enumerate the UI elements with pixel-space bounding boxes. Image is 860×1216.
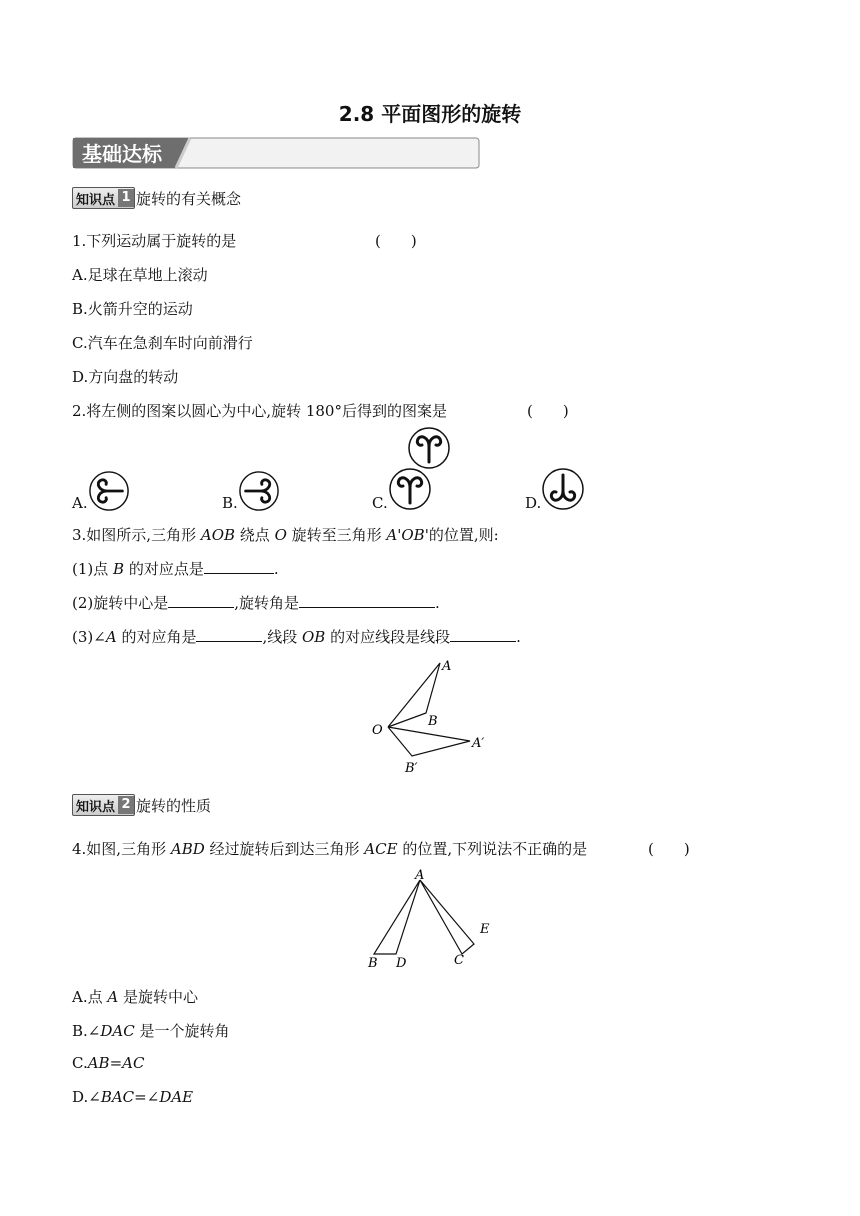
var: ABD [170, 840, 205, 858]
q1-stem: 1.下列运动属于旋转的是 [72, 232, 237, 250]
q1-answer-paren: ( ) [375, 232, 417, 250]
kp-tag-label: 知识点 [76, 192, 116, 208]
knowledge-point-tag [72, 187, 135, 209]
text: . [273, 560, 279, 578]
aries-inverted-icon [541, 467, 585, 511]
kp-title: 旋转的性质 [136, 796, 212, 815]
answer-blank[interactable] [196, 627, 262, 642]
var: O [274, 526, 287, 544]
text: 4.如图,三角形 [72, 840, 171, 858]
text: 经过旋转后到达三角形 [204, 840, 365, 858]
text: D.∠ [72, 1088, 101, 1106]
aries-symbol-icon [407, 426, 451, 470]
var: A'OB' [386, 526, 429, 544]
q2-answer-paren: ( ) [527, 402, 569, 420]
text: 是一个旋转角 [134, 1022, 230, 1040]
text: (1)点 [72, 560, 114, 578]
text: . [435, 594, 440, 612]
q2-stem: 2.将左侧的图案以圆心为中心,旋转 180°后得到的图案是 [72, 402, 447, 420]
page-title: 2.8 平面图形的旋转 [338, 102, 522, 126]
q4-option-b [72, 1020, 229, 1041]
q4-option-c [72, 1054, 144, 1072]
q1-option-c: C.汽车在急刹车时向前滑行 [72, 334, 253, 352]
q4-stem [72, 838, 587, 859]
q4-rotation-figure [360, 866, 500, 972]
label-a: A [415, 868, 425, 883]
label-b-prime: B′ [405, 761, 418, 776]
knowledge-point-tag [72, 794, 135, 816]
q4-answer-paren: ( ) [648, 840, 690, 858]
kp-number: 2 [118, 796, 134, 814]
q4-option-d [72, 1088, 193, 1106]
q3-rotation-figure [362, 655, 492, 777]
answer-blank[interactable] [204, 559, 274, 574]
text: ,线段 [262, 628, 302, 646]
var: ACE [364, 840, 398, 858]
text: 的位置,则: [428, 526, 499, 544]
kp-number: 1 [118, 189, 134, 207]
var: AB=AC [87, 1054, 145, 1072]
text: 的位置,下列说法不正确的是 [397, 840, 588, 858]
var: OB [302, 628, 326, 646]
q3-stem [72, 524, 499, 545]
text: =∠ [134, 1088, 160, 1106]
label-a: A [442, 659, 452, 674]
label-d: D [396, 956, 407, 971]
label-b: B [368, 956, 378, 971]
text: 的对应点是 [124, 560, 204, 578]
text: (2)旋转中心是 [72, 594, 169, 612]
section-banner-label: 基础达标 [82, 142, 162, 166]
var: DAC [100, 1022, 135, 1040]
q2-option-a-label: A. [72, 494, 88, 512]
text: 绕点 [235, 526, 275, 544]
kp-tag-label: 知识点 [76, 799, 116, 815]
label-c: C [454, 953, 464, 968]
text: . [516, 628, 521, 646]
var: DAE [159, 1088, 194, 1106]
q3-part-2 [72, 592, 440, 613]
text: ,旋转角是 [234, 594, 300, 612]
var: A [105, 628, 117, 646]
text: 是旋转中心 [118, 988, 198, 1006]
aries-upright-icon [388, 467, 432, 511]
answer-blank[interactable] [168, 593, 234, 608]
q2-option-b-label: B. [222, 494, 238, 512]
aries-rotated-right-icon [238, 470, 280, 512]
answer-blank[interactable] [450, 627, 516, 642]
text: 3.如图所示,三角形 [72, 526, 201, 544]
q4-option-a [72, 986, 198, 1007]
q1-option-a: A.足球在草地上滚动 [72, 266, 208, 284]
q1-option-d: D.方向盘的转动 [72, 368, 179, 386]
kp-title: 旋转的有关概念 [136, 189, 242, 208]
q3-part-3 [72, 626, 521, 647]
text: C. [72, 1054, 88, 1072]
label-o: O [372, 723, 383, 738]
answer-blank[interactable] [299, 593, 435, 608]
q2-option-d-label: D. [525, 494, 542, 512]
var: A [107, 988, 119, 1006]
label-e: E [480, 922, 490, 937]
text: 的对应线段是线段 [325, 628, 451, 646]
var: BAC [100, 1088, 135, 1106]
var: AOB [200, 526, 236, 544]
text: 的对应角是 [116, 628, 197, 646]
label-b: B [428, 714, 438, 729]
text: (3)∠ [72, 628, 106, 646]
q1-option-b: B.火箭升空的运动 [72, 300, 193, 318]
knowledge-point-1 [72, 187, 241, 209]
text: A.点 [72, 988, 108, 1006]
text: B.∠ [72, 1022, 101, 1040]
aries-rotated-left-icon [88, 470, 130, 512]
q3-part-1 [72, 558, 279, 579]
q2-option-c-label: C. [372, 494, 388, 512]
section-banner [72, 137, 480, 169]
text: 旋转至三角形 [286, 526, 387, 544]
var: B [113, 560, 125, 578]
knowledge-point-2 [72, 794, 211, 816]
label-a-prime: A′ [472, 736, 485, 751]
